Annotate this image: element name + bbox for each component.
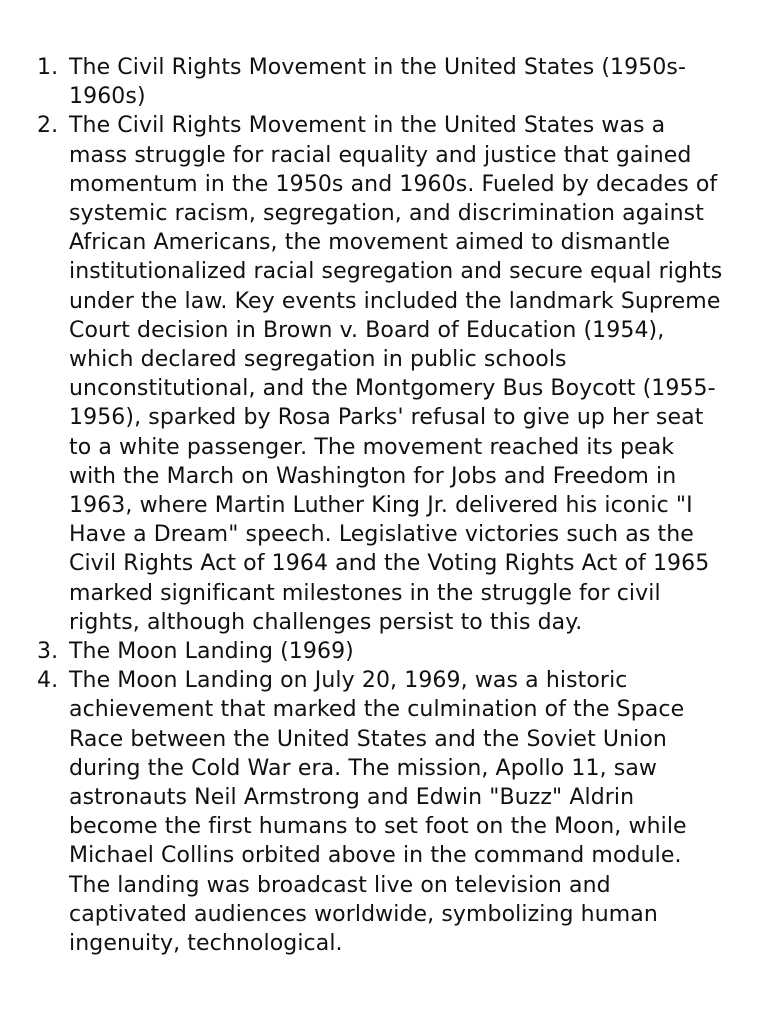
list-item-text: The Civil Rights Movement in the United States (1950s-1960s) <box>69 55 687 110</box>
list-item-text: The Moon Landing on July 20, 1969, was a historic achievement that marked the culmination of the Space Race between the United States and the Soviet Union during the Cold War era. The mission, Apollo 11, saw astronauts Neil Armstrong and Edwin "Buzz" Aldrin become the first humans to set foot on the Moon, while Michael Collins orbited above in the command module. The landing was broadcast live on television and captivated audiences worldwide, symbolizing human ingenuity, technological. <box>69 668 687 957</box>
list-item-text: The Civil Rights Movement in the United States was a mass struggle for racial equality and justice that gained momentum in the 1950s and 1960s. Fueled by decades of systemic racism, segregation, and discrimination against African Americans, the movement aimed to dismantle institutionalized racial segregation and secure equal rights under the law. Key events included the landmark Supreme Court decision in Brown v. Board of Education (1954), which declared segregation in public schools unconstitutional, and the Montgomery Bus Boycott (1955-1956), sparked by Rosa Parks' refusal to give up her seat to a white passenger. The movement reached its peak with the March on Washington for Jobs and Freedom in 1963, where Martin Luther King Jr. delivered his iconic "I Have a Dream" speech. Legislative victories such as the Civil Rights Act of 1964 and the Voting Rights Act of 1965 marked significant milestones in the struggle for civil rights, although challenges persist to this day. <box>69 113 723 635</box>
list-item <box>0 637 768 666</box>
list-number: 4. <box>37 668 59 694</box>
list-item <box>0 53 768 111</box>
list-number: 1. <box>37 55 59 80</box>
list-item <box>0 666 768 958</box>
document <box>0 53 768 958</box>
list-number: 2. <box>37 113 59 139</box>
list-number: 3. <box>37 639 59 665</box>
numbered-list <box>0 53 768 958</box>
list-item <box>0 111 768 637</box>
list-item-text: The Moon Landing (1969) <box>69 639 354 665</box>
